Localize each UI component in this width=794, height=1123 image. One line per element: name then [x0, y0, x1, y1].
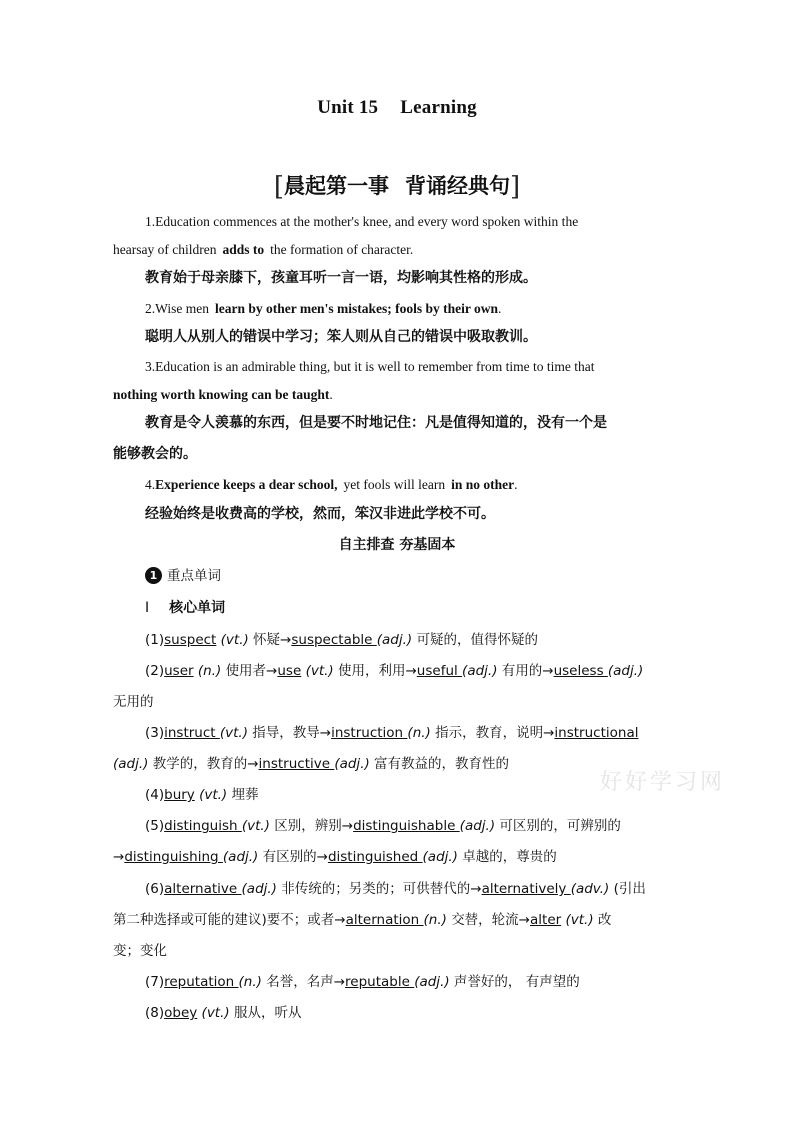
text-fragment: Education commences at the mother's knee, and every word spoken within the: [155, 214, 579, 229]
text-fragment: (6): [145, 881, 165, 897]
sentence-3-en-line-1: [145, 357, 685, 377]
morning-recitation-heading: [0, 170, 794, 202]
sentence-4-en: [145, 475, 685, 495]
text-fragment: (4): [145, 787, 165, 803]
text-fragment: 指导，教导→: [252, 725, 332, 741]
text-fragment: 富有教益的，教育性的: [374, 756, 510, 772]
text-fragment: yet fools will learn: [343, 477, 446, 492]
text-fragment: 4.: [145, 477, 156, 492]
sentence-4-cn: 经验始终是收费高的学校，然而，笨汉非进此学校不可。: [145, 506, 495, 522]
text-fragment: 有用的→: [501, 663, 554, 679]
text-fragment: 指示，教育，说明→: [435, 725, 555, 741]
vocab-item-3-line-1: [145, 723, 685, 743]
text-fragment: .: [329, 387, 333, 402]
answer-word: distinguished: [327, 849, 423, 865]
vocab-item-5-line-2: [113, 847, 685, 867]
vocab-item-8: [145, 1003, 685, 1023]
text-fragment: 1.: [145, 214, 156, 229]
text-fragment: (vt.): [241, 818, 270, 834]
heading-part-1: 晨起第一事: [284, 174, 389, 198]
text-fragment: (adv.): [570, 881, 610, 897]
vocab-item-5-line-1: [145, 816, 685, 836]
watermark: 好好学习网: [600, 770, 726, 795]
text-fragment: 非传统的；另类的；可供替代的→: [281, 881, 482, 897]
answer-word: distinguish: [164, 818, 242, 834]
text-fragment: (1): [145, 632, 165, 648]
text-fragment: (n.): [238, 974, 262, 990]
text-fragment: (adj.): [376, 632, 413, 648]
text-fragment: (5): [145, 818, 165, 834]
text-fragment: 交替，轮流→: [451, 912, 530, 928]
text-fragment: 区别，辨别→: [274, 818, 354, 834]
text-fragment: (vt.): [219, 725, 248, 741]
text-fragment: (8): [145, 1005, 165, 1021]
text-fragment: Education is an admirable thing, but it is well to remember from time to time that: [155, 359, 595, 374]
key-phrase: adds to: [222, 242, 265, 257]
text-fragment: Ⅰ: [145, 600, 150, 616]
vocab-item-6-line-3: 变；变化: [113, 943, 167, 959]
key-phrase: nothing worth knowing can be taught: [113, 387, 330, 402]
text-fragment: (adj.): [222, 849, 259, 865]
vocab-item-6-line-2: [113, 910, 685, 930]
unit-number: Unit 15: [317, 97, 379, 118]
text-fragment: (adj.): [113, 756, 149, 772]
text-fragment: .: [514, 477, 518, 492]
text-fragment: (adj.): [607, 663, 644, 679]
answer-word: alter: [530, 912, 562, 928]
text-fragment: (引出: [613, 881, 646, 897]
text-fragment: 服从，听从: [233, 1005, 302, 1021]
core-words-heading: [145, 598, 685, 618]
answer-word: alternative: [164, 881, 242, 897]
answer-word: instructive: [258, 756, 335, 772]
sentence-3-en-line-2: [113, 385, 685, 405]
section-title: 自主排查 夯基固本: [338, 537, 456, 553]
answer-word: suspectable: [291, 632, 377, 648]
vocab-heading: [145, 566, 685, 586]
answer-word: reputation: [164, 974, 239, 990]
text-fragment: 使用，利用→: [337, 663, 417, 679]
sentence-1-en-line-1: [145, 212, 685, 232]
text-fragment: (adj.): [334, 756, 370, 772]
text-fragment: (vt.): [220, 632, 249, 648]
text-fragment: 声誉好的， 有声望的: [453, 974, 580, 990]
text-fragment: (adj.): [459, 818, 496, 834]
text-fragment: 卓越的，尊贵的: [462, 849, 557, 865]
text-fragment: hearsay of children: [113, 242, 217, 257]
key-phrase: learn by other men's mistakes; fools by their own: [214, 301, 498, 316]
text-fragment: 可疑的，值得怀疑的: [416, 632, 538, 648]
page-title: [0, 97, 794, 119]
answer-word: use: [277, 663, 302, 679]
text-fragment: 核心单词: [169, 600, 226, 616]
text-fragment: 重点单词: [167, 568, 221, 584]
text-fragment: 第二种选择或可能的建议)要不；或者→: [113, 912, 346, 928]
answer-word: instructional: [554, 725, 639, 741]
answer-word: useless: [553, 663, 608, 679]
text-fragment: 教学的，教育的→: [152, 756, 259, 772]
right-bracket: ]: [510, 172, 521, 202]
vocab-item-2-line-2: 无用的: [113, 694, 154, 710]
text-fragment: 名誉，名声→: [266, 974, 346, 990]
sentence-1-en-line-2: [113, 240, 685, 260]
sentence-1-cn: 教育始于母亲膝下，孩童耳听一言一语，均影响其性格的形成。: [145, 270, 537, 286]
text-fragment: (adj.): [414, 974, 450, 990]
answer-word: alternation: [345, 912, 424, 928]
answer-word: suspect: [164, 632, 217, 648]
vocab-item-6-line-1: [145, 879, 685, 899]
answer-word: bury: [164, 787, 195, 803]
number-badge: 1: [145, 567, 162, 584]
text-fragment: (adj.): [422, 849, 458, 865]
text-fragment: 埋葬: [231, 787, 259, 803]
vocab-item-2-line-1: [145, 661, 685, 681]
text-fragment: (vt.): [199, 787, 228, 803]
text-fragment: (adj.): [462, 663, 498, 679]
sentence-3-cn-line-1: 教育是令人羡慕的东西，但是要不时地记住：凡是值得知道的，没有一个是: [145, 415, 607, 431]
text-fragment: (vt.): [201, 1005, 230, 1021]
sentence-2-en: [145, 299, 685, 319]
unit-topic: Learning: [400, 97, 477, 118]
text-fragment: (n.): [407, 725, 431, 741]
text-fragment: 使用者→: [225, 663, 278, 679]
text-fragment: (adj.): [241, 881, 277, 897]
answer-word: distinguishing: [124, 849, 223, 865]
key-phrase: Experience keeps a dear school,: [155, 477, 338, 492]
text-fragment: (2): [145, 663, 165, 679]
text-fragment: 怀疑→: [253, 632, 292, 648]
text-fragment: (n.): [423, 912, 447, 928]
key-phrase: in no other: [451, 477, 515, 492]
sentence-2-cn: 聪明人从别人的错误中学习；笨人则从自己的错误中吸取教训。: [145, 329, 537, 345]
answer-word: distinguishable: [353, 818, 460, 834]
text-fragment: .: [497, 301, 502, 316]
text-fragment: (vt.): [565, 912, 594, 928]
left-bracket: [: [273, 172, 284, 202]
sentence-3-cn-line-2: 能够教会的。: [113, 446, 197, 462]
text-fragment: 有区别的→: [262, 849, 328, 865]
answer-word: instruction: [331, 725, 408, 741]
text-fragment: 2.: [145, 301, 156, 316]
text-fragment: →: [113, 849, 125, 865]
text-fragment: (7): [145, 974, 165, 990]
vocab-item-1: [145, 630, 685, 650]
text-fragment: 3.: [145, 359, 156, 374]
vocab-item-7: [145, 972, 685, 992]
answer-word: alternatively: [481, 881, 571, 897]
text-fragment: Wise men: [155, 301, 209, 316]
text-fragment: (n.): [197, 663, 222, 679]
text-fragment: the formation of character.: [270, 242, 414, 257]
text-fragment: 可区别的，可辨别的: [499, 818, 621, 834]
text-fragment: (3): [145, 725, 165, 741]
answer-word: useful: [416, 663, 463, 679]
answer-word: reputable: [345, 974, 415, 990]
text-fragment: (vt.): [305, 663, 334, 679]
text-fragment: 改: [597, 912, 612, 928]
answer-word: user: [164, 663, 194, 679]
answer-word: instruct: [164, 725, 220, 741]
answer-word: obey: [164, 1005, 198, 1021]
heading-part-2: 背诵经典句: [405, 174, 510, 198]
